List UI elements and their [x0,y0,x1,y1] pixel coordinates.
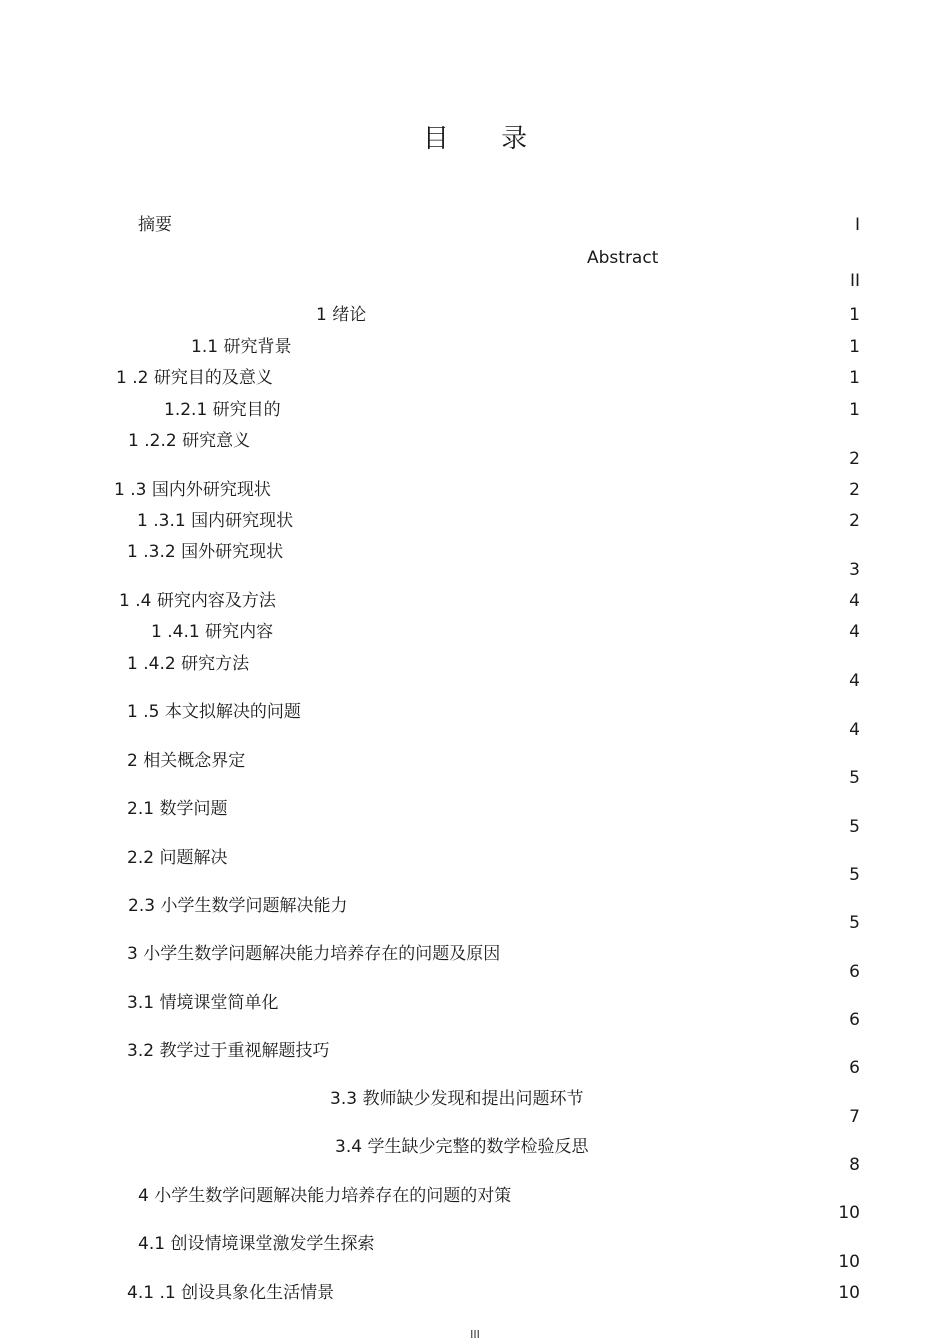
toc-entry-title[interactable]: 2 相关概念界定 [127,751,246,771]
toc-entry-title[interactable]: 1 .4 研究内容及方法 [119,591,276,611]
toc-entry-title[interactable]: 4 小学生数学问题解决能力培养存在的问题的对策 [138,1186,512,1206]
toc-entry-page: 1 [849,368,860,388]
toc-entry-page: 6 [849,962,860,982]
page-number-footer: III [470,1328,480,1341]
toc-entry-title[interactable]: 3.2 教学过于重视解题技巧 [127,1041,330,1061]
toc-entry-page: 4 [849,591,860,611]
toc-entry-title[interactable]: 1 .4.1 研究内容 [151,622,274,642]
toc-entry-title[interactable]: 1 .3.2 国外研究现状 [127,542,284,562]
toc-entry-title[interactable]: 4.1 创设情境课堂激发学生探索 [138,1234,375,1254]
toc-entry-page: 10 [838,1203,860,1223]
toc-entry-title[interactable]: 1 .4.2 研究方法 [127,654,250,674]
page-title: 目 录 [422,124,550,154]
toc-entry-page: 6 [849,1058,860,1078]
toc-entry-page: 5 [849,817,860,837]
toc-entry-title[interactable]: 2.2 问题解决 [127,848,228,868]
toc-entry-page: 3 [849,560,860,580]
toc-entry-page: 8 [849,1155,860,1175]
toc-entry-title[interactable]: 1.2.1 研究目的 [164,400,281,420]
toc-entry-title[interactable]: 1 绪论 [316,305,367,325]
toc-entry-title[interactable]: 3.1 情境课堂简单化 [127,993,279,1013]
toc-entry-title[interactable]: 1 .3 国内外研究现状 [114,480,271,500]
toc-entry-page: 1 [849,400,860,420]
toc-entry-title[interactable]: 2.3 小学生数学问题解决能力 [128,896,348,916]
toc-entry-title[interactable]: 2.1 数学问题 [127,799,228,819]
toc-entry-page: I [854,215,860,235]
toc-entry-page: 10 [838,1252,860,1272]
toc-entry-title[interactable]: Abstract [587,248,659,268]
toc-entry-page: 5 [849,913,860,933]
toc-entry-page: 4 [849,622,860,642]
toc-entry-title[interactable]: 1.1 研究背景 [191,337,292,357]
toc-entry-title[interactable]: 1 .2.2 研究意义 [128,431,251,451]
toc-entry-title[interactable]: 3.3 教师缺少发现和提出问题环节 [330,1089,584,1109]
toc-entry-title[interactable]: 1 .3.1 国内研究现状 [137,511,294,531]
toc-entry-page: 1 [849,305,860,325]
toc-entry-page: 1 [849,337,860,357]
toc-entry-page: 5 [849,865,860,885]
toc-entry-page: 7 [849,1107,860,1127]
toc-entry-title[interactable]: 1 .2 研究目的及意义 [116,368,273,388]
toc-entry-title[interactable]: 3.4 学生缺少完整的数学检验反思 [335,1137,589,1157]
toc-entry-page: 10 [838,1283,860,1303]
toc-entry-page: II [849,271,860,291]
toc-entry-title[interactable]: 1 .5 本文拟解决的问题 [127,702,301,722]
toc-entry-page: 6 [849,1010,860,1030]
toc-entry-title[interactable]: 4.1 .1 创设具象化生活情景 [127,1283,335,1303]
toc-entry-page: 2 [849,511,860,531]
toc-entry-title[interactable]: 摘要 [138,215,172,235]
toc-entry-page: 4 [849,720,860,740]
toc-entry-page: 4 [849,671,860,691]
toc-entry-page: 2 [849,449,860,469]
toc-entry-page: 5 [849,768,860,788]
toc-entry-page: 2 [849,480,860,500]
toc-entry-title[interactable]: 3 小学生数学问题解决能力培养存在的问题及原因 [127,944,501,964]
